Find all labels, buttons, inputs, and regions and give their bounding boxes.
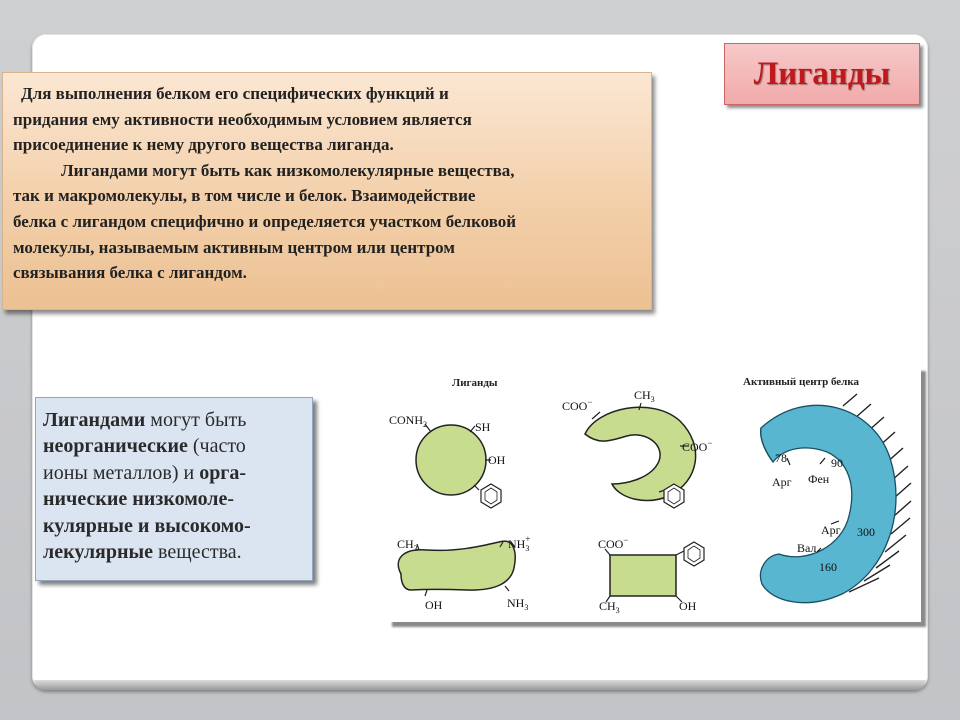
box-line: нические низкомоле- <box>43 488 235 511</box>
box-line: неорганические (часто <box>43 435 246 458</box>
label-coo: COO− <box>598 535 629 551</box>
label-160: 160 <box>819 560 837 574</box>
label-ch3: $CH_3$ <box>397 537 418 553</box>
label-arg-78: Арг <box>772 475 792 489</box>
ligands-figure <box>387 366 921 622</box>
label-nh3: $NH_3$ <box>507 596 529 612</box>
active-center-header: Активный центр белка <box>743 376 860 388</box>
intro-text-box <box>2 72 652 310</box>
label-90: 90 <box>831 456 843 470</box>
label-phe-90: Фен <box>808 472 830 486</box>
paragraph-line: придания ему активности необходимым условием является <box>13 109 472 129</box>
slide-title: Лиганды <box>753 55 891 92</box>
ligand-rectangle-shape <box>610 555 676 596</box>
paragraph-line: Для выполнения белком его специфических функций и <box>21 84 449 103</box>
ligand-c-shape <box>562 388 712 508</box>
title-box <box>724 43 920 105</box>
ligands-header: Лиганды <box>452 377 498 389</box>
box-line: ионы металлов) и орга- <box>43 461 247 484</box>
label-arg-300: Арг <box>821 523 841 537</box>
label-sh: SH <box>475 420 491 434</box>
label-oh: OH <box>488 453 506 467</box>
paragraph-line: молекулы, называемым активным центром или центром <box>13 237 455 257</box>
label-coo-right: COO− <box>682 438 713 454</box>
label-nh3-plus: $NH_3+$ <box>508 534 531 553</box>
box-line: лекулярные вещества. <box>43 541 242 564</box>
paragraph-line: Лигандами могут быть как низкомолекулярные вещества, <box>61 160 515 180</box>
paragraph-line: связывания белка с лигандом. <box>13 263 247 283</box>
label-300: 300 <box>857 525 875 539</box>
paragraph-line: так и макромолекулы, в том числе и белок. Взаимодействие <box>13 186 476 206</box>
label-conh2: $CONH_2$ <box>389 413 428 429</box>
ligand-circle <box>389 413 506 508</box>
label-ch3: $CH_3$ <box>599 599 620 615</box>
label-oh: OH <box>425 598 443 612</box>
ligand-rectangle <box>598 535 704 615</box>
label-coo-left: COO− <box>562 397 593 413</box>
ligand-elongated <box>397 534 530 612</box>
box-line: Лигандами могут быть <box>43 409 247 431</box>
ligand-types-box <box>35 397 313 581</box>
ligands-diagram <box>387 366 921 622</box>
label-val: Вал <box>797 541 817 555</box>
ligand-circle-shape <box>416 425 486 495</box>
paragraph-line: белка с лигандом специфично и определяется участком белковой <box>13 211 517 231</box>
label-ch3: $CH_3$ <box>634 388 655 404</box>
slide-bottom-edge <box>34 680 926 690</box>
active-center <box>761 394 911 603</box>
label-oh: OH <box>679 599 697 613</box>
box-line: кулярные и высокомо- <box>43 514 251 537</box>
paragraph-line: присоединение к нему другого вещества лиганда. <box>13 135 394 155</box>
label-78: 78 <box>775 451 787 465</box>
